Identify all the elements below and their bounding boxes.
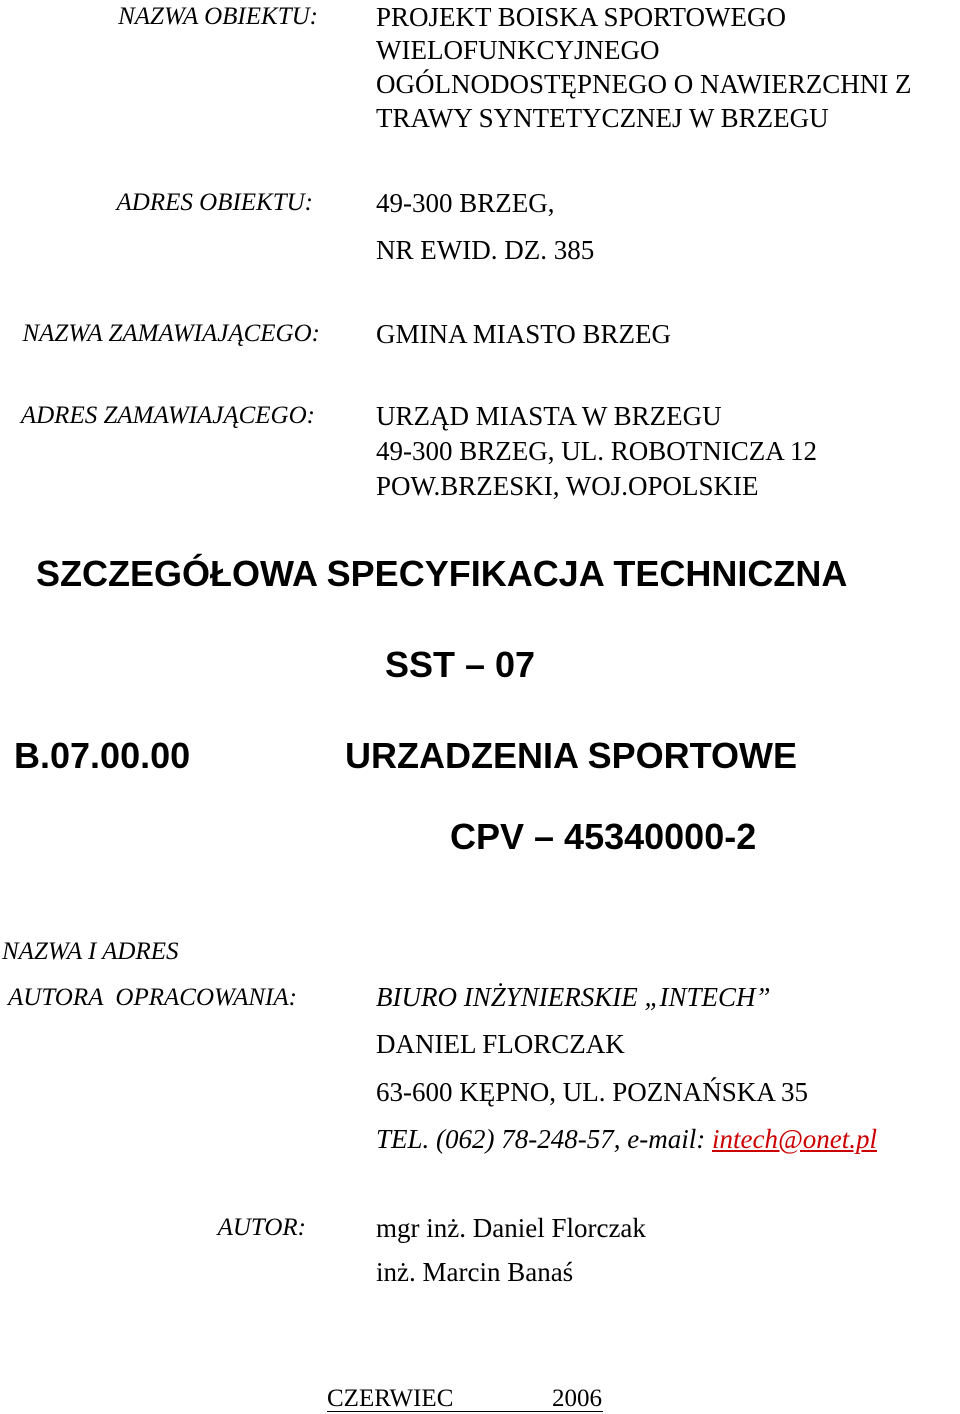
client-address-line-1: URZĄD MIASTA W BRZEGU	[376, 401, 722, 431]
author-label-line-2: AUTORA OPRACOWANIA:	[8, 984, 297, 1011]
object-name-line-4: TRAWY SYNTETYCZNEJ W BRZEGU	[376, 103, 829, 133]
object-address-label: ADRES OBIEKTU:	[116, 189, 313, 216]
author-contact	[376, 1122, 877, 1157]
author-email-link[interactable]: intech@onet.pl	[711, 1124, 878, 1154]
object-name-line-3: OGÓLNODOSTĘPNEGO O NAWIERZCHNI Z	[376, 69, 912, 99]
object-address-line-2: NR EWID. DZ. 385	[376, 235, 595, 265]
author-label-line-1: NAZWA I ADRES	[2, 938, 179, 965]
section-number: B.07.00.00	[14, 735, 191, 776]
section-title: URZADZENIA SPORTOWE	[345, 735, 798, 776]
object-name-line-1: PROJEKT BOISKA SPORTOWEGO	[376, 2, 786, 32]
authors-label: AUTOR:	[217, 1214, 306, 1241]
client-address-line-2: 49-300 BRZEG, UL. ROBOTNICZA 12	[376, 436, 817, 466]
cpv-code: CPV – 45340000-2	[450, 816, 757, 857]
date-line	[327, 1384, 603, 1414]
object-name-label: NAZWA OBIEKTU:	[118, 3, 318, 30]
author-address: 63-600 KĘPNO, UL. POZNAŃSKA 35	[376, 1077, 809, 1107]
author-person: DANIEL FLORCZAK	[376, 1029, 625, 1059]
author-tel: TEL. (062) 78-248-57, e-mail:	[376, 1124, 712, 1154]
client-name: GMINA MIASTO BRZEG	[376, 319, 672, 349]
spec-title: SZCZEGÓŁOWA SPECYFIKACJA TECHNICZNA	[36, 553, 848, 594]
author-name-1: mgr inż. Daniel Florczak	[376, 1213, 646, 1243]
date-year: 2006	[552, 1385, 602, 1412]
object-name-line-2: WIELOFUNKCYJNEGO	[376, 35, 660, 65]
author-name-2: inż. Marcin Banaś	[376, 1257, 574, 1287]
client-address-line-3: POW.BRZESKI, WOJ.OPOLSKIE	[376, 471, 759, 501]
client-name-label: NAZWA ZAMAWIAJĄCEGO:	[22, 320, 320, 347]
object-address-line-1: 49-300 BRZEG,	[376, 188, 555, 218]
date-month: CZERWIEC	[327, 1385, 454, 1412]
spec-code: SST – 07	[385, 644, 536, 685]
client-address-label: ADRES ZAMAWIAJĄCEGO:	[20, 402, 315, 429]
author-company: BIURO INŻYNIERSKIE „INTECH”	[376, 982, 771, 1012]
